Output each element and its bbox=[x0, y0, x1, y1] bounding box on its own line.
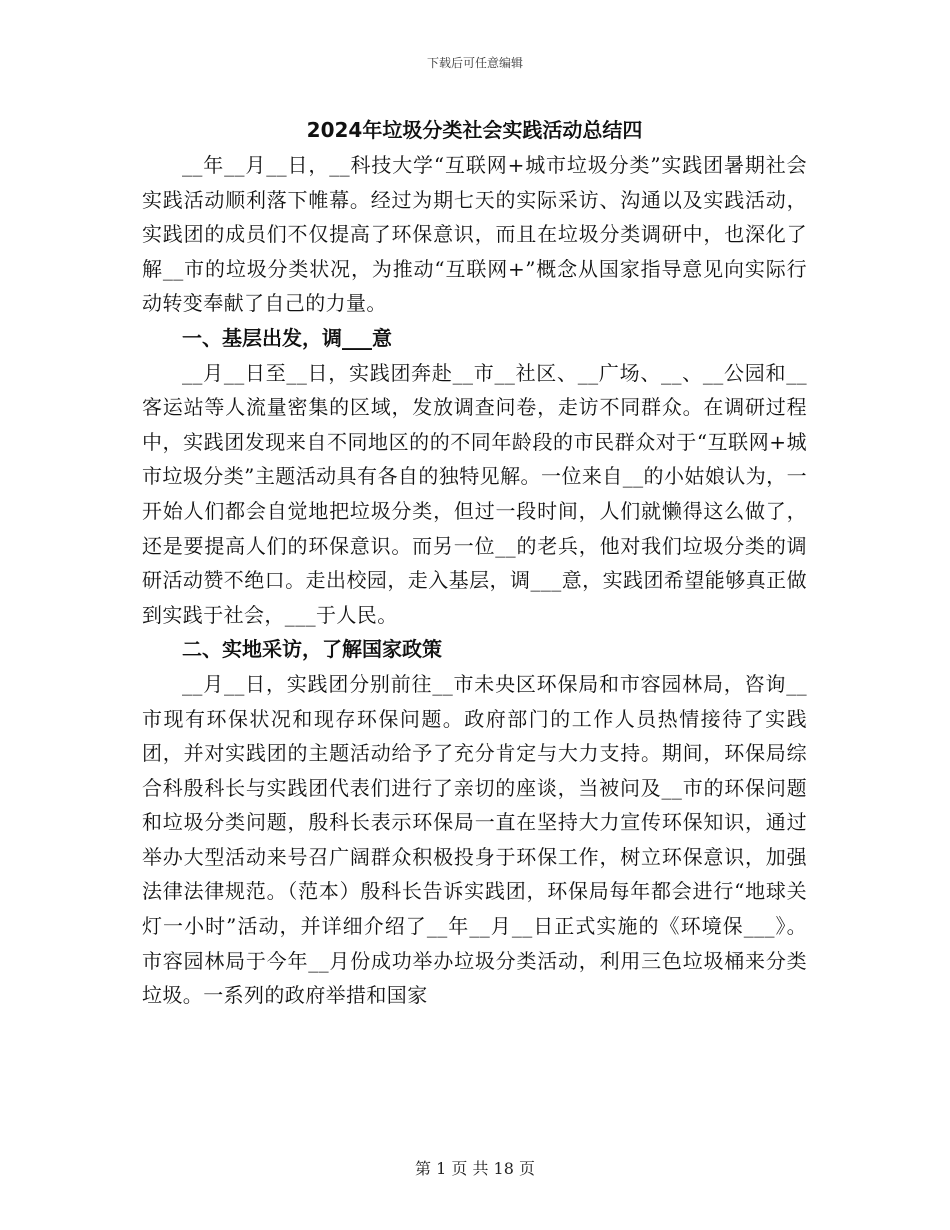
section-2-paragraph: __月__日，实践团分别前往__市未央区环保局和市容园林局，咨询__市现有环保状况和现存环保问题。政府部门的工作人员热情接待了实践团，并对实践团的主题活动给予了充分肯定与大力支持。期间，环保局综合科殷科长与实践团代表们进行了亲切的座谈，当被问及__市的环保问题和垃圾分类问题，殷科长表示环保局一直在坚持大力宣传环保知识，通过举办大型活动来号召广阔群众积极投身于环保工作，树立环保意识，加强法律法律规范。（范本）殷科长告诉实践团，环保局每年都会进行“地球关灯一小时”活动，并详细介绍了__年__月__日正式实施的《环境保___》。市容园林局于今年__月份成功举办垃圾分类活动，利用三色垃圾桶来分类垃圾。一系列的政府举措和国家 bbox=[142, 671, 807, 1008]
intro-paragraph: __年__月__日，__科技大学“互联网+城市垃圾分类”实践团暑期社会实践活动顺利落下帷幕。经过为期七天的实际采访、沟通以及实践活动，实践团的成员们不仅提高了环保意识，而且在垃圾分类调研中，也深化了解__市的垃圾分类状况，为推动“互联网+”概念从国家指导意见向实际行动转变奉献了自己的力量。 bbox=[142, 153, 807, 316]
document-body bbox=[142, 112, 807, 1013]
section-heading-2: 二、实地采访，了解国家政策 bbox=[182, 637, 442, 662]
page-footer: 第 1 页 共 18 页 bbox=[415, 1159, 535, 1178]
section-heading-1: 一、基层出发，调___意 bbox=[182, 325, 392, 350]
document-title: 2024年垃圾分类社会实践活动总结四 bbox=[306, 118, 643, 142]
section-1-paragraph: __月__日至__日，实践团奔赴__市__社区、__广场、__、__公园和__客运站等人流量密集的区域，发放调查问卷，走访不同群众。在调研过程中，实践团发现来自不同地区的的不同年龄段的市民群众对于“互联网+城市垃圾分类”主题活动具有各自的独特见解。一位来自__的小姑娘认为，一开始人们都会自觉地把垃圾分类，但过一段时间，人们就懒得这么做了，还是要提高人们的环保意识。而另一位__的老兵，他对我们垃圾分类的调研活动赞不绝口。走出校园，走入基层，调___意，实践团希望能够真正做到实践于社会，___于人民。 bbox=[142, 360, 807, 627]
header-note: 下载后可任意编辑 bbox=[426, 56, 523, 70]
